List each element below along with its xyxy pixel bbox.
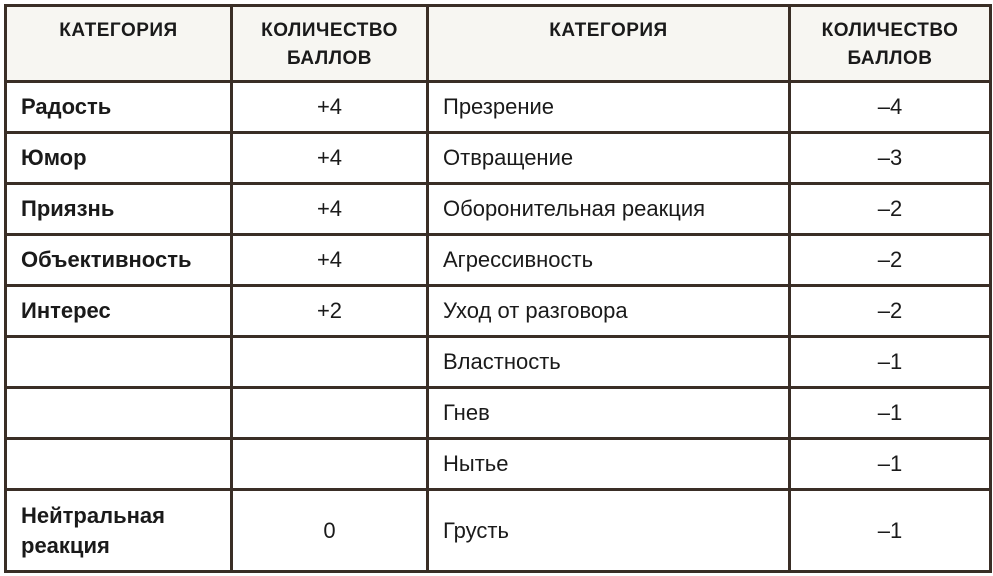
- negative-category-cell: Гнев: [428, 388, 790, 439]
- negative-score-cell: –2: [790, 184, 991, 235]
- table-row: [6, 133, 991, 184]
- header-score-line1: КОЛИЧЕСТВО: [261, 20, 398, 41]
- negative-category-cell: Грусть: [428, 490, 790, 572]
- category-line1: Нейтральная: [21, 502, 165, 528]
- table-row: [6, 490, 991, 572]
- positive-score-cell: +4: [232, 133, 428, 184]
- positive-category-cell: Приязнь: [6, 184, 232, 235]
- positive-category-cell: Юмор: [6, 133, 232, 184]
- negative-score-cell: –4: [790, 82, 991, 133]
- positive-category-cell: [6, 388, 232, 439]
- header-category-positive: КАТЕГОРИЯ: [6, 6, 232, 82]
- positive-category-cell: [6, 337, 232, 388]
- header-score-negative: [790, 6, 991, 82]
- negative-score-cell: –2: [790, 286, 991, 337]
- positive-score-cell: +4: [232, 184, 428, 235]
- negative-category-cell: Оборонительная реакция: [428, 184, 790, 235]
- positive-score-cell: 0: [232, 490, 428, 572]
- negative-category-cell: Уход от разговора: [428, 286, 790, 337]
- positive-category-cell: Радость: [6, 82, 232, 133]
- negative-score-cell: –1: [790, 337, 991, 388]
- table-row: [6, 184, 991, 235]
- negative-score-cell: –1: [790, 439, 991, 490]
- header-category-negative: КАТЕГОРИЯ: [428, 6, 790, 82]
- positive-score-cell: [232, 337, 428, 388]
- positive-category-cell: Объективность: [6, 235, 232, 286]
- positive-score-cell: +2: [232, 286, 428, 337]
- header-score-line2: БАЛЛОВ: [847, 48, 933, 69]
- negative-category-cell: Нытье: [428, 439, 790, 490]
- negative-score-cell: –2: [790, 235, 991, 286]
- negative-category-cell: Агрессивность: [428, 235, 790, 286]
- table-row: [6, 337, 991, 388]
- positive-score-cell: +4: [232, 82, 428, 133]
- table-row: [6, 235, 991, 286]
- negative-category-cell: Властность: [428, 337, 790, 388]
- scores-table: [4, 4, 992, 573]
- positive-category-cell: [6, 490, 232, 572]
- positive-category-cell: [6, 439, 232, 490]
- negative-category-cell: Презрение: [428, 82, 790, 133]
- negative-score-cell: –1: [790, 490, 991, 572]
- positive-score-cell: [232, 388, 428, 439]
- table-row: [6, 388, 991, 439]
- table-row: [6, 82, 991, 133]
- negative-category-cell: Отвращение: [428, 133, 790, 184]
- negative-score-cell: –1: [790, 388, 991, 439]
- category-line2: реакция: [21, 532, 110, 558]
- table-row: [6, 286, 991, 337]
- negative-score-cell: –3: [790, 133, 991, 184]
- header-score-positive: [232, 6, 428, 82]
- table-row: [6, 439, 991, 490]
- positive-category-cell: Интерес: [6, 286, 232, 337]
- header-row: [6, 6, 991, 82]
- positive-score-cell: [232, 439, 428, 490]
- header-score-line2: БАЛЛОВ: [286, 48, 373, 69]
- header-score-line1: КОЛИЧЕСТВО: [821, 20, 959, 41]
- positive-score-cell: +4: [232, 235, 428, 286]
